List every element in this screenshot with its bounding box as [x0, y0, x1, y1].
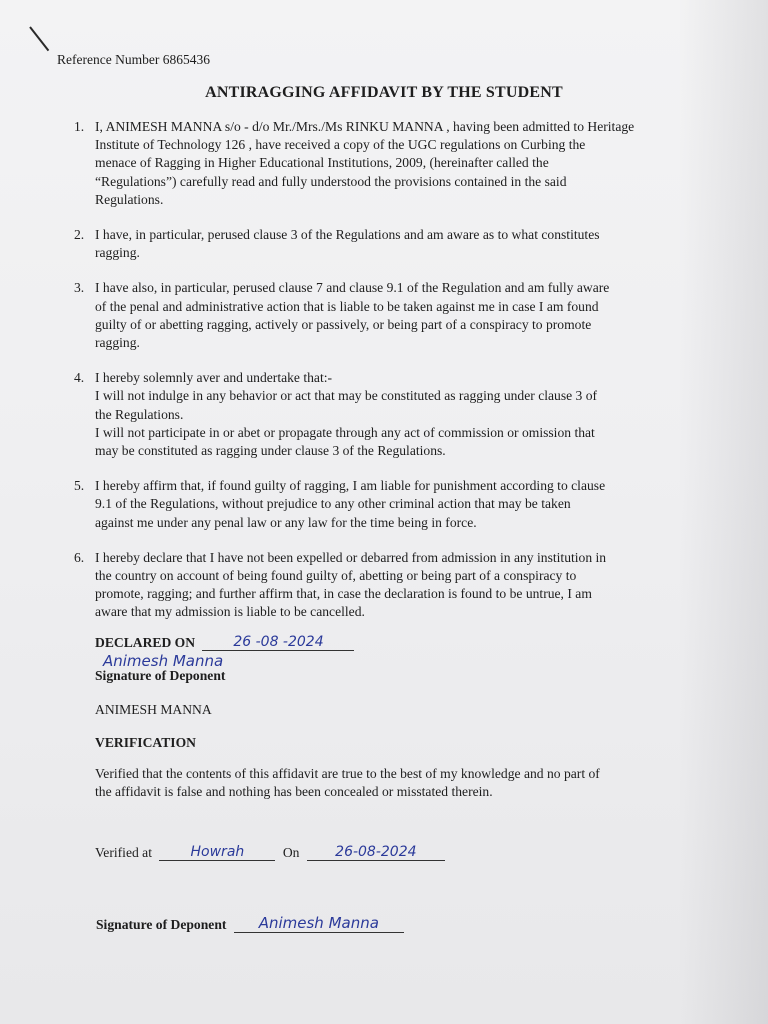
clause-line: menace of Ragging in Higher Educational Institutions, 2009, (hereinafter called the — [95, 155, 549, 171]
clause-number: 5. — [74, 478, 85, 494]
clause-number: 4. — [74, 370, 85, 386]
reference-number: Reference Number 6865436 — [57, 52, 210, 67]
handwritten-signature-1: Animesh Manna — [103, 652, 224, 670]
clause-line: I hereby solemnly aver and undertake that:- — [95, 370, 333, 386]
clause-line: I will not participate in or abet or propagate through any act of commission or omission that — [95, 424, 595, 440]
clause-line: I hereby declare that I have not been expelled or debarred from admission in any institution in — [95, 549, 607, 565]
handwritten-signature-2: Animesh Manna — [258, 914, 379, 932]
clause-item — [74, 226, 724, 262]
verified-on-label: On — [282, 845, 300, 860]
document-title: ANTIRAGGING AFFIDAVIT BY THE STUDENT — [205, 84, 563, 101]
signature-row-2 — [96, 914, 404, 933]
clause-line: ragging. — [95, 245, 140, 261]
verification-line: Verified that the contents of this affidavit are true to the best of my knowledge and no part of — [95, 766, 600, 781]
verification-line: the affidavit is false and nothing has been concealed or misstated therein. — [95, 784, 493, 799]
verified-at-label: Verified at — [95, 845, 152, 860]
declared-on-label: DECLARED ON — [95, 635, 196, 650]
clause-line: the country on account of being found guilty of, abetting or being part of a conspiracy to — [95, 568, 577, 584]
pen-mark — [29, 26, 49, 51]
clause-item — [74, 369, 724, 460]
clause-line: I have also, in particular, perused clause 7 and clause 9.1 of the Regulation and am fully aware — [95, 280, 610, 296]
clause-line: I, ANIMESH MANNA s/o - d/o Mr./Mrs./Ms RINKU MANNA , having been admitted to Heritage — [95, 119, 635, 134]
clause-item — [74, 477, 724, 532]
verified-at-row — [95, 844, 445, 861]
clause-line: against me under any penal law or any law for the time being in force. — [95, 514, 477, 530]
clause-line: I hereby affirm that, if found guilty of ragging, I am liable for punishment according to clause — [95, 478, 606, 494]
clause-line: 9.1 of the Regulations, without prejudice to any other criminal action that may be taken — [95, 496, 571, 512]
signature-field-2 — [234, 914, 404, 933]
declared-on — [95, 634, 354, 651]
verification-heading: VERIFICATION — [95, 735, 196, 750]
verified-place-field — [159, 844, 275, 861]
clause-number: 2. — [74, 227, 85, 243]
clause-number: 6. — [74, 549, 85, 565]
clause-item — [74, 118, 724, 209]
verified-date-field — [307, 844, 445, 861]
clause-line: aware that my admission is liable to be cancelled. — [95, 604, 365, 620]
clause-line: guilty of or abetting ragging, actively or passively, or being part of a conspiracy to promote — [95, 316, 592, 332]
clause-line: I will not indulge in any behavior or act that may be constituted as ragging under clause 3 of — [95, 388, 598, 404]
verification-text — [95, 765, 735, 801]
clause-line: the Regulations. — [95, 406, 184, 422]
clause-line: may be constituted as ragging under clause 3 of the Regulations. — [95, 443, 446, 459]
clause-list — [74, 118, 724, 639]
signature-label-1: Signature of Deponent — [95, 668, 226, 683]
clause-item — [74, 549, 724, 622]
signature-label-2: Signature of Deponent — [96, 917, 227, 932]
clause-line: Regulations. — [95, 191, 164, 207]
clause-line: “Regulations”) carefully read and fully understood the provisions contained in the said — [95, 173, 567, 189]
verified-date: 26-08-2024 — [335, 844, 417, 860]
verified-place: Howrah — [190, 844, 245, 860]
clause-line: Institute of Technology 126 , have received a copy of the UGC regulations on Curbing the — [95, 137, 586, 153]
clause-line: ragging. — [95, 335, 140, 351]
declared-date-field — [202, 634, 354, 651]
declared-date: 26 -08 -2024 — [233, 634, 324, 650]
clause-line: of the penal and administrative action that is liable to be taken against me in case I am found — [95, 298, 599, 314]
clause-item — [74, 279, 724, 352]
clause-number: 3. — [74, 280, 85, 296]
deponent-name: ANIMESH MANNA — [95, 702, 212, 717]
clause-line: I have, in particular, perused clause 3 of the Regulations and am aware as to what constitutes — [95, 227, 600, 243]
clause-number: 1. — [74, 119, 85, 134]
clause-line: promote, ragging; and further affirm that, in case the declaration is found to be untrue, I am — [95, 586, 592, 602]
